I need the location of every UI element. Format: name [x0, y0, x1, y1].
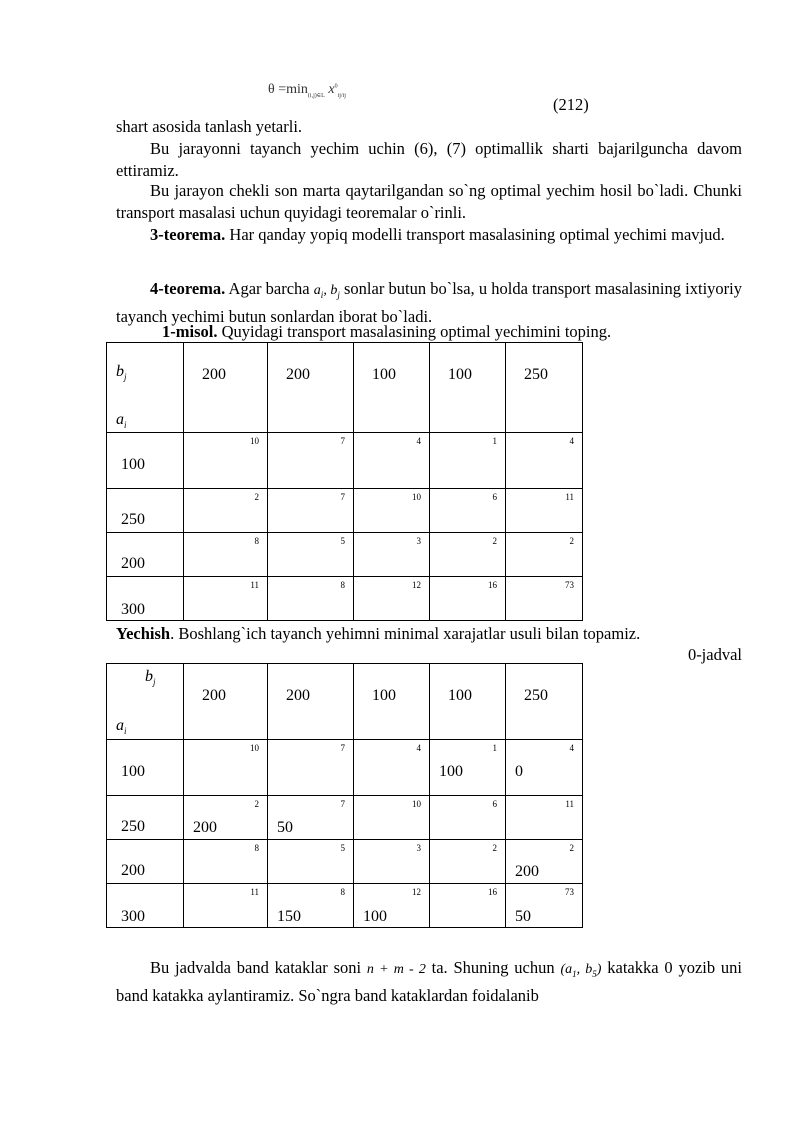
cost-cell: 10	[354, 489, 430, 533]
demand-row	[107, 664, 583, 740]
cost-cell: 4	[506, 433, 583, 489]
allocation-cell: 4 0	[506, 740, 583, 796]
theta-formula: $\theta =\min_{(i,j)\in L}$ $x^0_{ij/ij}$	[268, 82, 346, 99]
bj-label: $b_j$	[145, 668, 156, 688]
cost-cell: 3	[354, 533, 430, 577]
cost-cell: 7	[268, 433, 354, 489]
allocation-cell: 8	[184, 840, 268, 884]
allocation-table	[106, 663, 583, 928]
cost-cell: 7	[268, 489, 354, 533]
bj-label: $b_j$	[116, 363, 127, 383]
allocation-cell: 5	[268, 840, 354, 884]
allocation-cell: 73 50	[506, 884, 583, 928]
supply-cell: 200	[107, 840, 184, 884]
demand-cell: 200	[268, 343, 354, 433]
cost-cell: 5	[268, 533, 354, 577]
theorem-4: 4-teorema. Agar barcha $a_i$, $b_j$ sonlar butun bo`lsa, u holda transport masalasining ixtiyoriy tayanch yechimi butun sonlardan iborat bo`ladi.	[116, 279, 742, 326]
allocation-cell: 11	[506, 796, 583, 840]
demand-cell: 100	[354, 343, 430, 433]
allocation-cell: 4	[354, 740, 430, 796]
cost-cell: 16	[430, 577, 506, 621]
cost-table	[106, 342, 583, 621]
equation-number: (212)	[553, 95, 589, 114]
table-row	[107, 840, 583, 884]
demand-cell: 200	[268, 664, 354, 740]
allocation-cell: 11	[184, 884, 268, 928]
cost-cell: 2	[184, 489, 268, 533]
table-caption: 0-jadval	[687, 645, 742, 664]
example-1-title: 1-misol.	[162, 322, 218, 341]
demand-row	[107, 343, 583, 433]
cost-cell: 11	[184, 577, 268, 621]
demand-cell: 100	[430, 343, 506, 433]
paragraph-1: shart asosida tanlash yetarli.	[116, 117, 303, 136]
ai-label: $a_i$	[116, 411, 127, 431]
paragraph-2: Bu jarayonni tayanch yechim uchin (6), (7) optimallik sharti bajarilguncha davom ettiramiz.	[116, 139, 742, 180]
allocation-cell: 1 100	[430, 740, 506, 796]
allocation-cell: 12 100	[354, 884, 430, 928]
theorem-4-title: 4-teorema.	[150, 279, 226, 298]
cost-cell: 12	[354, 577, 430, 621]
allocation-cell: 16	[430, 884, 506, 928]
ai-label: $a_i$	[116, 717, 127, 737]
allocation-cell: 10	[354, 796, 430, 840]
cost-cell: 2	[430, 533, 506, 577]
demand-cell: 200	[184, 664, 268, 740]
demand-cell: 200	[184, 343, 268, 433]
supply-cell: 100	[107, 740, 184, 796]
demand-cell: 250	[506, 343, 583, 433]
table-row	[107, 489, 583, 533]
supply-cell: 300	[107, 884, 184, 928]
allocation-cell: 7	[268, 740, 354, 796]
n-plus-m-minus-2: n + m - 2	[366, 962, 426, 977]
cost-cell: 2	[506, 533, 583, 577]
table-row	[107, 884, 583, 928]
cost-cell: 11	[506, 489, 583, 533]
cost-cell: 4	[354, 433, 430, 489]
table-row	[107, 433, 583, 489]
a1-b5-cell: ($a_1$, $b_5$)	[560, 962, 602, 979]
allocation-cell: 10	[184, 740, 268, 796]
ai-bj-symbol: $a_i$, $b_j$	[313, 283, 340, 300]
table-row	[107, 740, 583, 796]
closing-paragraph: Bu jadvalda band kataklar soni n + m - 2 ta. Shuning uchun ($a_1$, $b_5$) katakka 0 yozib uni band katakka aylantiramiz. So`ngra band kataklardan foidalanib	[116, 958, 742, 1005]
table-row	[107, 796, 583, 840]
demand-cell: 100	[354, 664, 430, 740]
cost-cell: 1	[430, 433, 506, 489]
header-corner-cell	[107, 664, 184, 740]
cost-cell: 73	[506, 577, 583, 621]
cost-cell: 8	[184, 533, 268, 577]
paragraph-3: Bu jarayon chekli son marta qaytarilgandan so`ng optimal yechim hosil bo`ladi. Chunki transport masalasi uchun quyidagi teoremalar o`rinli.	[116, 181, 742, 222]
demand-cell: 250	[506, 664, 583, 740]
supply-cell: 250	[107, 796, 184, 840]
allocation-cell: 2 200	[506, 840, 583, 884]
allocation-cell: 2	[430, 840, 506, 884]
cost-cell: 6	[430, 489, 506, 533]
example-1: 1-misol. Quyidagi transport masalasining optimal yechimini toping.	[162, 322, 612, 341]
demand-cell: 100	[430, 664, 506, 740]
supply-cell: 100	[107, 433, 184, 489]
allocation-cell: 7 50	[268, 796, 354, 840]
theorem-3-title: 3-teorema.	[150, 225, 226, 244]
table-row	[107, 577, 583, 621]
allocation-cell: 3	[354, 840, 430, 884]
supply-cell: 250	[107, 489, 184, 533]
solution-paragraph: Yechish. Boshlang`ich tayanch yehimni minimal xarajatlar usuli bilan topamiz.	[116, 624, 641, 643]
supply-cell: 200	[107, 533, 184, 577]
table-row	[107, 533, 583, 577]
allocation-cell: 6	[430, 796, 506, 840]
supply-cell: 300	[107, 577, 184, 621]
cost-cell: 8	[268, 577, 354, 621]
allocation-cell: 8 150	[268, 884, 354, 928]
header-corner-cell	[107, 343, 184, 433]
theorem-3: 3-teorema. Har qanday yopiq modelli transport masalasining optimal yechimi mavjud.	[150, 225, 725, 244]
cost-cell: 10	[184, 433, 268, 489]
solution-title: Yechish	[116, 624, 171, 643]
allocation-cell: 2 200	[184, 796, 268, 840]
